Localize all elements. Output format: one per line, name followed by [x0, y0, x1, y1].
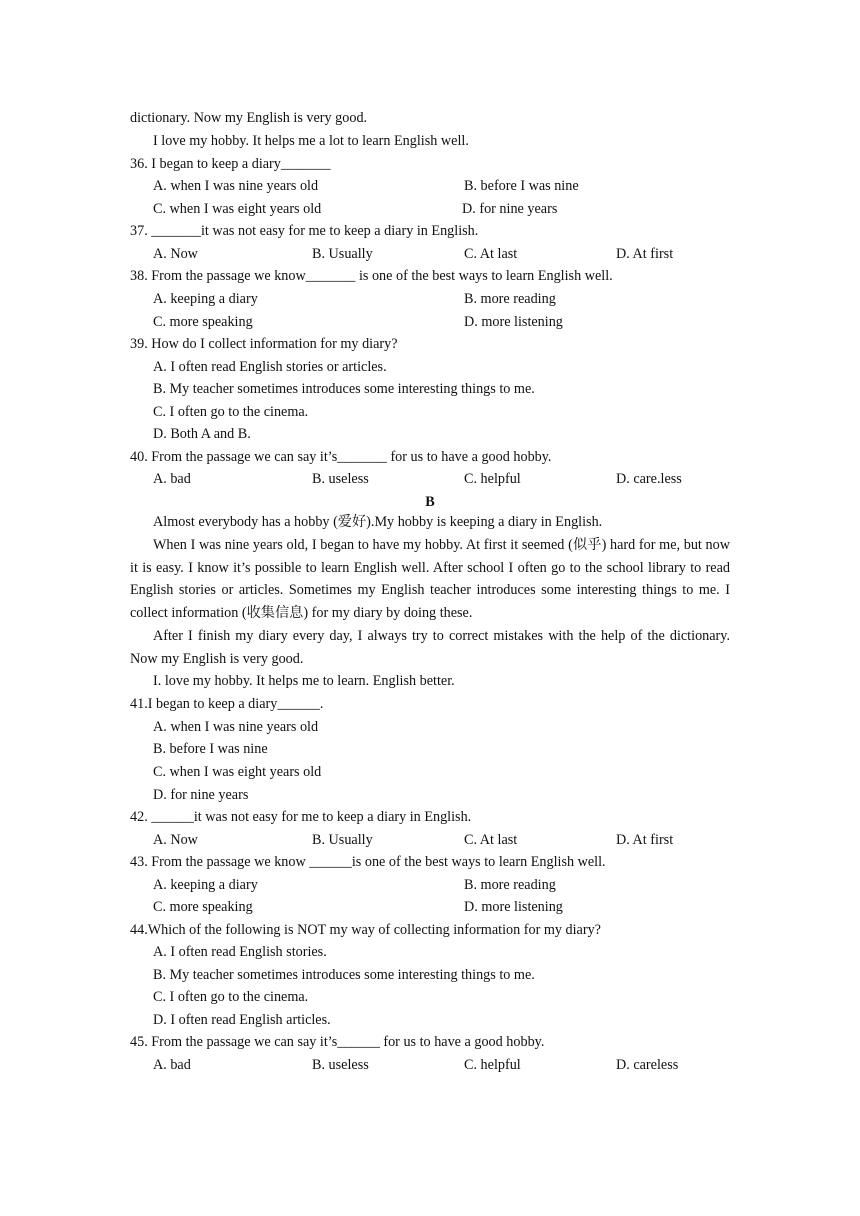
question-44-option-b: B. My teacher sometimes introduces some interesting things to me. — [153, 967, 535, 983]
question-37-stem: 37. _______it was not easy for me to keep a diary in English. — [130, 223, 479, 239]
question-41-stem: 41.I began to keep a diary______. — [130, 696, 324, 712]
question-44-option-d: D. I often read English articles. — [153, 1012, 331, 1028]
passage-paragraph-1: Almost everybody has a hobby (爱好).My hobby is keeping a diary in English. — [153, 514, 603, 530]
section-b-heading: B — [425, 494, 435, 510]
question-45-stem: 45. From the passage we can say it’s______ for us to have a good hobby. — [130, 1034, 545, 1050]
passage-paragraph-2: When I was nine years old, I began to have my hobby. At first it seemed (似乎) hard for me, but now it is easy. I know it’s possible to learn English well. After school I often go to the school library to read English stories or articles. Sometimes my English teacher introduces some interesting things to me. I collect information (收集信息) for my diary by doing these. — [130, 537, 730, 621]
question-39-option-d: D. Both A and B. — [153, 426, 251, 442]
question-44-stem: 44.Which of the following is NOT my way of collecting information for my diary? — [130, 922, 601, 938]
question-41-option-d: D. for nine years — [153, 787, 249, 803]
passage-paragraph-4: I. love my hobby. It helps me to learn. English better. — [153, 673, 455, 689]
question-42-option-c: C. At last — [464, 832, 518, 848]
question-38-stem: 38. From the passage we know_______ is one of the best ways to learn English well. — [130, 268, 613, 284]
passage-paragraph-3: After I finish my diary every day, I always try to correct mistakes with the help of the dictionary. Now my English is very good. — [130, 628, 730, 667]
question-36-option-c: C. when I was eight years old — [153, 201, 322, 217]
question-43-option-d: D. more listening — [464, 899, 563, 915]
question-45-option-b: B. useless — [312, 1057, 369, 1073]
question-39-option-c: C. I often go to the cinema. — [153, 404, 309, 420]
question-36-stem: 36. I began to keep a diary_______ — [130, 156, 331, 172]
question-36-option-d: D. for nine years — [462, 201, 558, 217]
question-39-option-b: B. My teacher sometimes introduces some interesting things to me. — [153, 381, 535, 397]
question-37-option-b: B. Usually — [312, 246, 373, 262]
question-38-option-d: D. more listening — [464, 314, 563, 330]
passage-continuation-line: dictionary. Now my English is very good. — [130, 110, 368, 126]
question-38-option-b: B. more reading — [464, 291, 556, 307]
question-36-option-a: A. when I was nine years old — [153, 178, 319, 194]
question-42-stem: 42. ______it was not easy for me to keep a diary in English. — [130, 809, 472, 825]
question-42-option-d: D. At first — [616, 832, 674, 848]
question-40-option-b: B. useless — [312, 471, 369, 487]
question-40-option-c: C. helpful — [464, 471, 521, 487]
question-43-stem: 43. From the passage we know ______is one of the best ways to learn English well. — [130, 854, 606, 870]
question-44-option-a: A. I often read English stories. — [153, 944, 327, 960]
question-40-option-d: D. care.less — [616, 471, 682, 487]
question-42-option-b: B. Usually — [312, 832, 373, 848]
question-42-option-a: A. Now — [153, 832, 198, 848]
question-38-option-c: C. more speaking — [153, 314, 253, 330]
question-40-stem: 40. From the passage we can say it’s_______ for us to have a good hobby. — [130, 449, 552, 465]
question-37-option-d: D. At first — [616, 246, 674, 262]
question-41-option-c: C. when I was eight years old — [153, 764, 322, 780]
question-43-option-a: A. keeping a diary — [153, 877, 258, 893]
question-43-option-b: B. more reading — [464, 877, 556, 893]
question-41-option-b: B. before I was nine — [153, 741, 268, 757]
question-45-option-d: D. careless — [616, 1057, 679, 1073]
question-40-option-a: A. bad — [153, 471, 191, 487]
question-39-stem: 39. How do I collect information for my diary? — [130, 336, 398, 352]
question-45-option-c: C. helpful — [464, 1057, 521, 1073]
question-39-option-a: A. I often read English stories or articles. — [153, 359, 387, 375]
question-37-option-c: C. At last — [464, 246, 518, 262]
question-41-option-a: A. when I was nine years old — [153, 719, 319, 735]
question-36-option-b: B. before I was nine — [464, 178, 579, 194]
passage-closing-line: I love my hobby. It helps me a lot to learn English well. — [153, 133, 469, 149]
question-38-option-a: A. keeping a diary — [153, 291, 258, 307]
question-45-option-a: A. bad — [153, 1057, 191, 1073]
question-44-option-c: C. I often go to the cinema. — [153, 989, 309, 1005]
question-37-option-a: A. Now — [153, 246, 198, 262]
question-43-option-c: C. more speaking — [153, 899, 253, 915]
